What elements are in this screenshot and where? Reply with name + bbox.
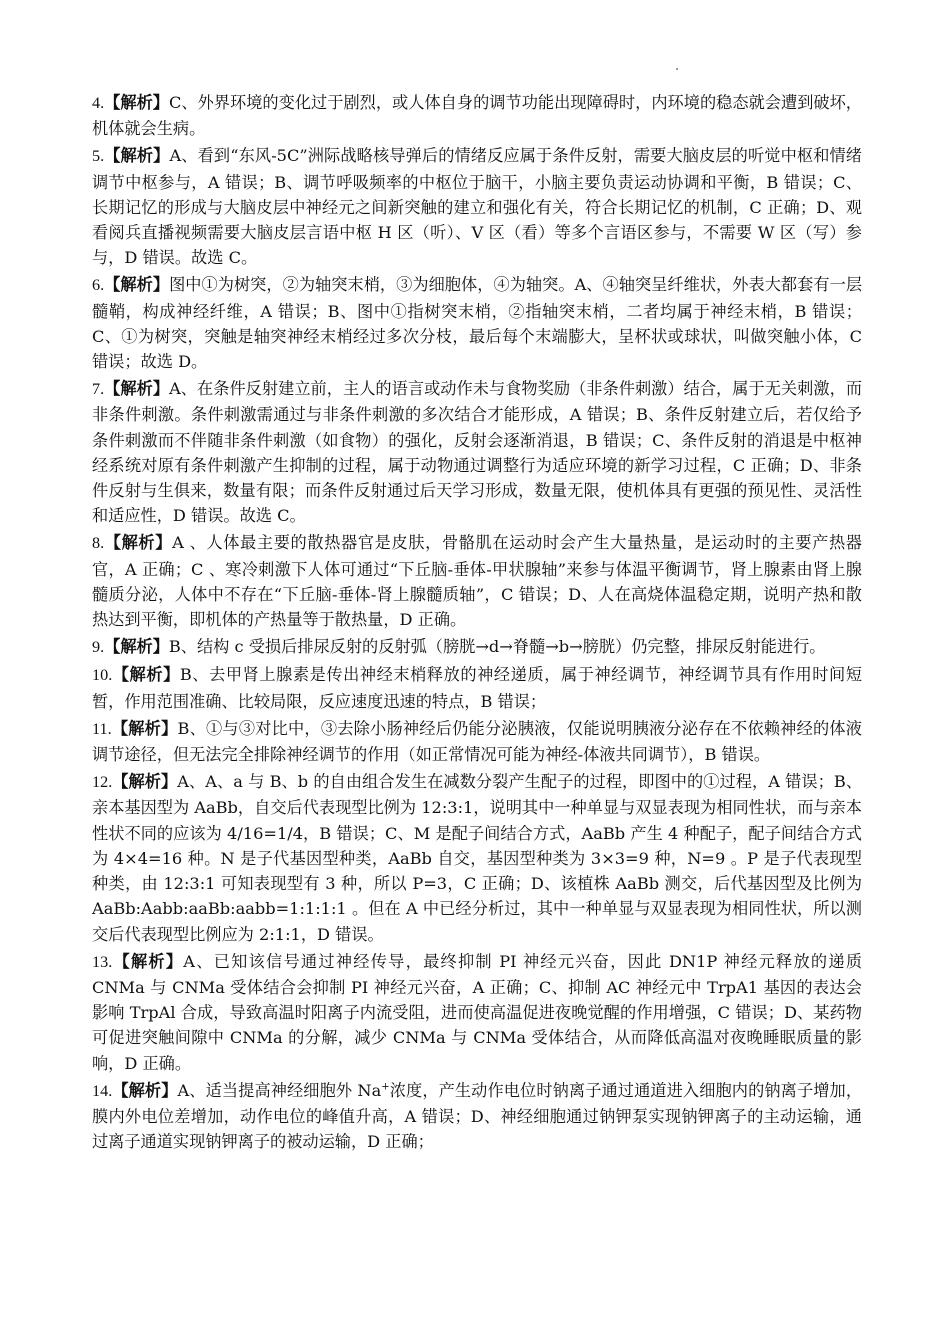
explanation-text: A、已知该信号通过神经传导，最终抑制 PI 神经元兴奋，因此 DN1P 神经元释放的递质 CNMa 与 CNMa 受体结合会抑制 PI 神经元兴奋，A 正确；C、抑制 AC 神经元中 TrpA1 基因的表达会影响 TrpAl 合成，导致高温时阳离子内流受阻，进而使高温促进夜晚觉醒的作用增强，C 错误；D、某药物可促进突触间隙中 CNMa 的分解，减少 CNMa 与 CNMa 受体结合，从而降低高温对夜晚睡眠质量的影响，D 正确。 <box>92 951 863 1073</box>
explanation-item-5: 5.【解析】A、看到“东风-5C”洲际战略核导弹后的情绪反应属于条件反射，需要大脑皮层的听觉中枢和情绪调节中枢参与，A 错误；B、调节呼吸频率的中枢位于脑干，小脑主要负责运动协调和平衡，B 错误；C、长期记忆的形成与大脑皮层中神经元之间新突触的建立和强化有关，符合长期记忆的机制，C 正确；D、观看阅兵直播视频需要大脑皮层言语中枢 H 区（听）、V 区（看）等多个言语区参与，不需要 W 区（写）参与，D 错误。故选 C。 <box>92 146 862 268</box>
explanation-text: A、A、a 与 B、b 的自由组合发生在减数分裂产生配子的过程，即图中的①过程，A 错误；B、亲本基因型为 AaBb，自交后代表现型比例为 12:3:1，说明其中一种单显与双显表现为相同性状，而与亲本性状不同的应该为 4/16=1/4，B 错误；C、M 是配子间结合方式，AaBb 产生 4 种配子，配子间结合方式为 4×4=16 种。N 是子代基因型种类，AaBb 自交，基因型种类为 3×3=9 种，N=9 。P 是子代表现型种类，由 12:3:1 可知表现型有 3 种，所以 P=3，C 正确；D、该植株 AaBb 测交，后代基因型及比例为 AaBb:Aabb:aaBb:aabb=1:1:1:1 。但在 A 中已经分析过，其中一种单显与双显表现为相同性状，所以测交后代表现型比例应为 2:1:1，D 错误。 <box>92 772 863 944</box>
analysis-tag: 【解析】 <box>104 637 169 657</box>
explanation-item-14: 14.【解析】A、适当提高神经细胞外 Na+浓度，产生动作电位时钠离子通过通道进入细胞内的钠离子增加，膜内外电位差增加，动作电位的峰值升高，A 错误；D、神经细胞通过钠钾泵实现钠钾离子的主动运输，通过离子通道实现钠钾离子的被动运输，D 正确； <box>92 1080 863 1152</box>
explanation-text: A、看到“东风-5C”洲际战略核导弹后的情绪反应属于条件反射，需要大脑皮层的听觉中枢和情绪调节中枢参与，A 错误；B、调节呼吸频率的中枢位于脑干，小脑主要负责运动协调和平衡，B 错误；C、长期记忆的形成与大脑皮层中神经元之间新突触的建立和强化有关，符合长期记忆的机制，C 正确；D、观看阅兵直播视频需要大脑皮层言语中枢 H 区（听）、V 区（看）等多个言语区参与，不需要 W 区（写）参与，D 错误。故选 C。 <box>92 146 862 268</box>
explanation-text: A、在条件反射建立前，主人的语言或动作未与食物奖励（非条件刺激）结合，属于无关刺激，而非条件刺激。条件刺激需通过与非条件刺激的多次结合才能形成，A 错误；B、条件反射建立后，若仅给予条件刺激而不伴随非条件刺激（如食物）的强化，反射会逐渐消退，B 错误；C、条件反射的消退是中枢神经系统对原有条件刺激产生抑制的过程，属于动物通过调整行为适应环境的新学习过程，C 正确；D、非条件反射与生俱来，数量有限；而条件反射通过后天学习形成，数量无限，使机体具有更强的预见性、灵活性和适应性，D 错误。故选 C。 <box>92 379 863 526</box>
superscript-plus: + <box>381 1081 390 1093</box>
explanation-text: 图中①为树突，②为轴突末梢，③为细胞体，④为轴突。A、④轴突呈纤维状，外表大都套有一层髓鞘，构成神经纤维，A 错误；B、图中①指树突末梢，②指轴突末梢，二者均属于神经末梢，B 错误；C、①为树突，突触是轴突神经末梢经过多次分枝，最后每个末端膨大，呈杯状或球状，叫做突触小体，C 错误；故选 D。 <box>92 275 863 372</box>
analysis-tag: 【解析】 <box>112 665 180 685</box>
analysis-tag: 【解析】 <box>112 772 178 792</box>
explanation-item-13: 13.【解析】A、已知该信号通过神经传导，最终抑制 PI 神经元兴奋，因此 DN1P 神经元释放的递质 CNMa 与 CNMa 受体结合会抑制 PI 神经元兴奋，A 正确；C、抑制 AC 神经元中 TrpA1 基因的表达会影响 TrpAl 合成，导致高温时阳离子内流受阻，进而使高温促进夜晚觉醒的作用增强，C 错误；D、某药物可促进突触间隙中 CNMa 的分解，减少 CNMa 与 CNMa 受体结合，从而降低高温对夜晚睡眠质量的影响，D 正确。 <box>92 951 863 1073</box>
analysis-tag: 【解析】 <box>104 275 170 295</box>
explanation-item-8: 8.【解析】A 、人体最主要的散热器官是皮肤，骨骼肌在运动时会产生大量热量，是运动时的主要产热器官，A 正确；C 、寒冷刺激下人体可通过“下丘脑-垂体-甲状腺轴”来参与体温平衡调节，肾上腺素由肾上腺髓质分泌，人体中不存在“下丘脑-垂体-肾上腺髓质轴”，C 错误；D、人在高烧体温稳定期，说明产热和散热达到平衡，即机体的产热量等于散热量，D 正确。 <box>92 533 862 630</box>
explanation-item-10: 10.【解析】B、去甲肾上腺素是传出神经末梢释放的神经递质，属于神经调节，神经调节具有作用时间短暂，作用范围准确、比较局限，反应速度迅速的特点，B 错误； <box>92 665 863 711</box>
analysis-tag: 【解析】 <box>104 146 170 166</box>
explanation-text: B、去甲肾上腺素是传出神经末梢释放的神经递质，属于神经调节，神经调节具有作用时间短暂，作用范围准确、比较局限，反应速度迅速的特点，B 错误； <box>92 665 863 711</box>
analysis-tag: 【解析】 <box>104 379 170 399</box>
explanation-item-7: 7.【解析】A、在条件反射建立前，主人的语言或动作未与食物奖励（非条件刺激）结合，属于无关刺激，而非条件刺激。条件刺激需通过与非条件刺激的多次结合才能形成，A 错误；B、条件反射建立后，若仅给予条件刺激而不伴随非条件刺激（如食物）的强化，反射会逐渐消退，B 错误；C、条件反射的消退是中枢神经系统对原有条件刺激产生抑制的过程，属于动物通过调整行为适应环境的新学习过程，C 正确；D、非条件反射与生俱来，数量有限；而条件反射通过后天学习形成，数量无限，使机体具有更强的预见性、灵活性和适应性，D 错误。故选 C。 <box>92 379 863 526</box>
analysis-tag: 【解析】 <box>112 951 184 971</box>
explanation-text: A、适当提高神经细胞外 Na <box>177 1080 382 1100</box>
page-speck <box>676 68 678 70</box>
explanation-text: C、外界环境的变化过于剧烈，或人体自身的调节功能出现障碍时，内环境的稳态就会遭到破坏，机体就会生病。 <box>92 93 862 139</box>
explanation-item-11: 11.【解析】B、①与③对比中，③去除小肠神经后仍能分泌胰液，仅能说明胰液分泌存在不依赖神经的体液调节途径，但无法完全排除神经调节的作用（如正常情况可能为神经-体液共同调节），B 错误。 <box>92 718 862 765</box>
analysis-tag: 【解析】 <box>104 533 173 553</box>
analysis-tag: 【解析】 <box>104 93 169 112</box>
explanation-text-cont: 浓度，产生动作电位时钠离子通过通道进入细胞内的钠离子增加，膜内外电位差增加，动作电位的峰值升高，A 错误；D、神经细胞通过钠钾泵实现钠钾离子的主动运输，通过离子通道实现钠钾离子的被动运输，D 正确； <box>92 1080 863 1152</box>
explanation-item-9: 9.【解析】B、结构 c 受损后排尿反射的反射弧（膀胱→d→脊髓→b→膀胱）仍完整，排尿反射能进行。 <box>92 637 826 657</box>
explanation-item-4: 4.【解析】C、外界环境的变化过于剧烈，或人体自身的调节功能出现障碍时，内环境的稳态就会遭到破坏，机体就会生病。 <box>92 93 862 139</box>
explanation-text: A 、人体最主要的散热器官是皮肤，骨骼肌在运动时会产生大量热量，是运动时的主要产热器官，A 正确；C 、寒冷刺激下人体可通过“下丘脑-垂体-甲状腺轴”来参与体温平衡调节，肾上腺素由肾上腺髓质分泌，人体中不存在“下丘脑-垂体-肾上腺髓质轴”，C 错误；D、人在高烧体温稳定期，说明产热和散热达到平衡，即机体的产热量等于散热量，D 正确。 <box>92 533 862 630</box>
explanation-text: B、结构 c 受损后排尿反射的反射弧（膀胱→d→脊髓→b→膀胱）仍完整，排尿反射能进行。 <box>168 637 826 657</box>
explanation-item-6: 6.【解析】图中①为树突，②为轴突末梢，③为细胞体，④为轴突。A、④轴突呈纤维状，外表大都套有一层髓鞘，构成神经纤维，A 错误；B、图中①指树突末梢，②指轴突末梢，二者均属于神经末梢，B 错误；C、①为树突，突触是轴突神经末梢经过多次分枝，最后每个末端膨大，呈杯状或球状，叫做突触小体，C 错误；故选 D。 <box>92 275 863 372</box>
analysis-tag: 【解析】 <box>112 1080 178 1100</box>
explanation-text: B、①与③对比中，③去除小肠神经后仍能分泌胰液，仅能说明胰液分泌存在不依赖神经的体液调节途径，但无法完全排除神经调节的作用（如正常情况可能为神经-体液共同调节），B 错误。 <box>92 718 862 765</box>
answer-explanations <box>92 90 862 1156</box>
analysis-tag: 【解析】 <box>111 718 178 738</box>
explanation-item-12: 12.【解析】A、A、a 与 B、b 的自由组合发生在减数分裂产生配子的过程，即图中的①过程，A 错误；B、亲本基因型为 AaBb，自交后代表现型比例为 12:3:1，说明其中一种单显与双显表现为相同性状，而与亲本性状不同的应该为 4/16=1/4，B 错误；C、M 是配子间结合方式，AaBb 产生 4 种配子，配子间结合方式为 4×4=16 种。N 是子代基因型种类，AaBb 自交，基因型种类为 3×3=9 种，N=9 。P 是子代表现型种类，由 12:3:1 可知表现型有 3 种，所以 P=3，C 正确；D、该植株 AaBb 测交，后代基因型及比例为 AaBb:Aabb:aaBb:aabb=1:1:1:1 。但在 A 中已经分析过，其中一种单显与双显表现为相同性状，所以测交后代表现型比例应为 2:1:1，D 错误。 <box>92 772 863 944</box>
